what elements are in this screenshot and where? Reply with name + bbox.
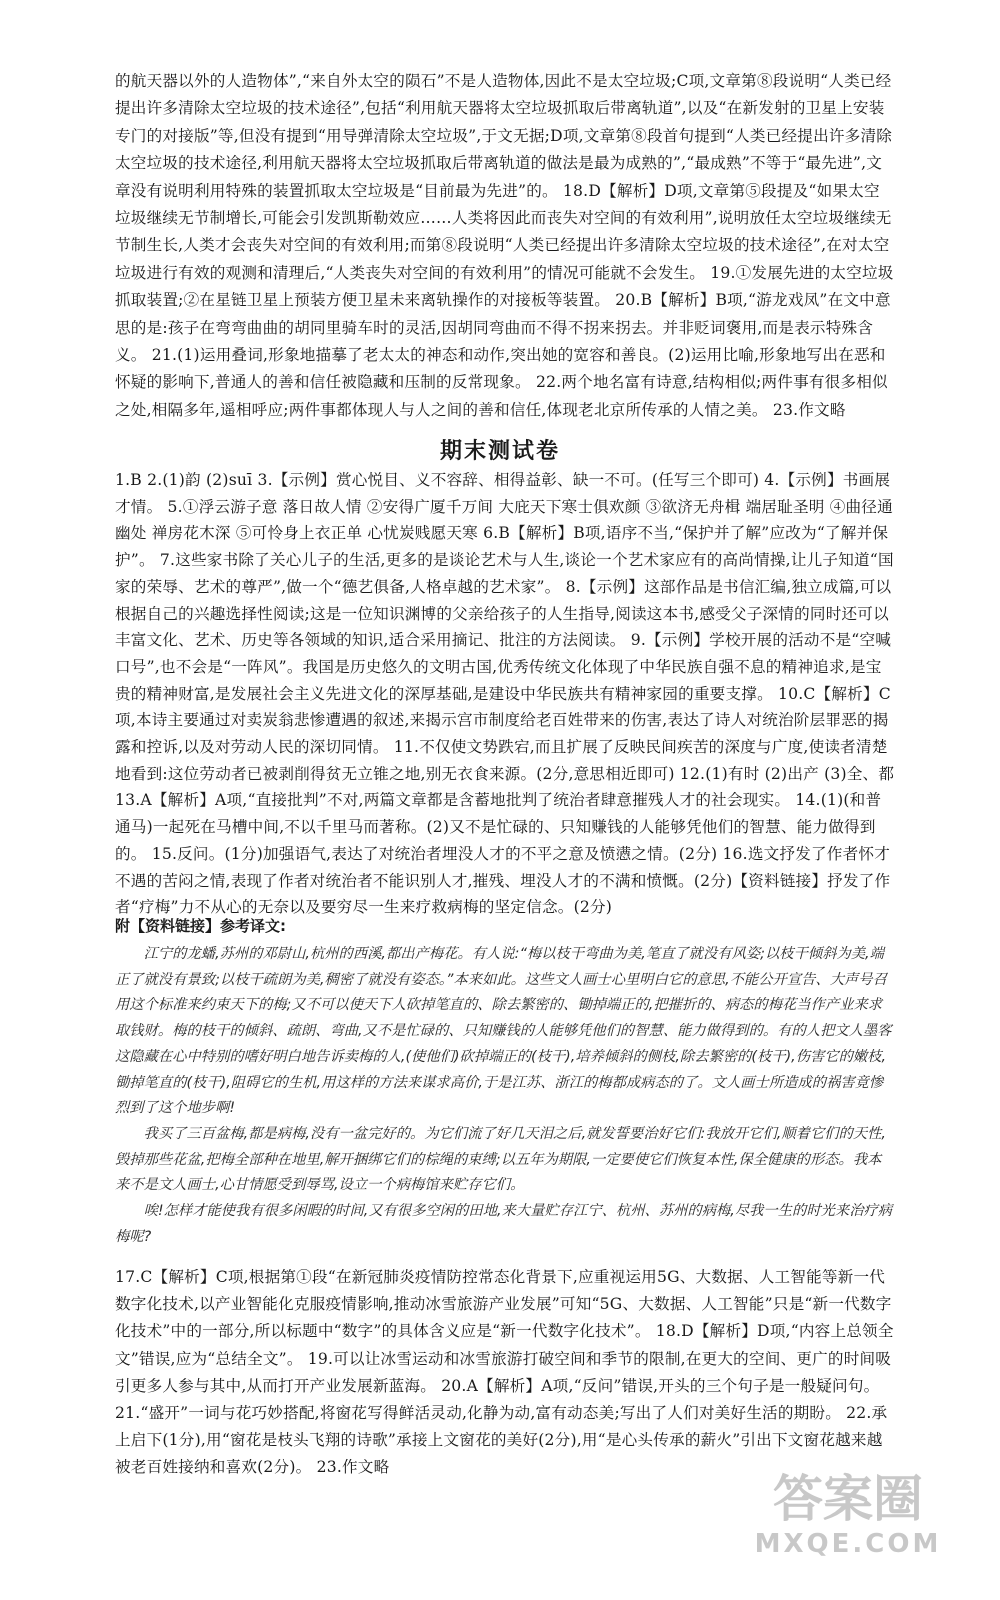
watermark-sub-text: MXQE.COM	[754, 1529, 942, 1559]
watermark-logo	[728, 1454, 968, 1564]
translation-paragraph: 江宁的龙蟠,苏州的邓尉山,杭州的西溪,都出产梅花。有人说:“梅以枝干弯曲为美,笔直了就没有风姿;以枝干倾斜为美,端正了就没有景致;以枝干疏朗为美,稠密了就没有姿态。”本来如此。这些文人画士心里明白它的意思,不能公开宣告、大声号召用这个标准来约束天下的梅;又不可以使天下人砍掉笔直的、除去繁密的、锄掉端正的,把摧折的、病态的梅花当作产业来求取钱财。梅的枝干的倾斜、疏朗、弯曲,又不是忙碌的、只知赚钱的人能够凭他们的智慧、能力做得到的。有的人把文人墨客这隐藏在心中特别的嗜好明白地告诉卖梅的人,(使他们)砍掉端正的(枝干),培养倾斜的侧枝,除去繁密的(枝干),伤害它的嫩枝,锄掉笔直的(枝干),阻碍它的生机,用这样的方法来谋求高价,于是江苏、浙江的梅都成病态的了。文人画士所造成的祸害竟惨烈到了这个地步啊!	[115, 946, 892, 1117]
appendix-label: 附【资料链接】参考译文:	[115, 917, 286, 935]
section-title: 期末测试卷	[439, 439, 560, 464]
answer-section-final-exam: 1.B 2.(1)韵 (2)suī 3.【示例】赏心悦目、义不容辞、相得益彰、缺一不可。(任写三个即可) 4.【示例】书画展才情。 5.①浮云游子意 落日故人情 ②安得广厦千万间 大庇天下寒士俱欢颜 ③欲济无舟楫 端居耻圣明 ④曲径通幽处 禅房花木深 ⑤可怜身上衣正单 心忧炭贱愿天寒 6.B【解析】B项,语序不当,“保护并了解”应改为“了解并保护”。 7.这些家书除了关心儿子的生活,更多的是谈论艺术与人生,谈论一个艺术家应有的高尚情操,让儿子知道“国家的荣辱、艺术的尊严”,做一个“德艺俱备,人格卓越的艺术家”。 8.【示例】这部作品是书信汇编,独立成篇,可以根据自己的兴趣选择性阅读;这是一位知识渊博的父亲给孩子的人生指导,阅读这本书,感受父子深情的同时还可以丰富文化、艺术、历史等各领域的知识,适合采用摘记、批注的方法阅读。 9.【示例】学校开展的活动不是“空喊口号”,也不会是“一阵风”。我国是历史悠久的文明古国,优秀传统文化体现了中华民族自强不息的精神追求,是宝贵的精神财富,是发展社会主义先进文化的深厚基础,是建设中华民族共有精神家园的重要支撑。 10.C【解析】C项,本诗主要通过对卖炭翁悲惨遭遇的叙述,来揭示宫市制度给老百姓带来的伤害,表达了诗人对统治阶层罪恶的揭露和控诉,以及对劳动人民的深切同情。 11.不仅使文势跌宕,而且扩展了反映民间疾苦的深度与广度,使读者清楚地看到:这位劳动者已被剥削得贫无立锥之地,别无衣食来源。(2分,意思相近即可) 12.(1)有时 (2)出产 (3)全、都 13.A【解析】A项,“直接批判”不对,两篇文章都是含蓄地批判了统治者肆意摧残人才的社会现实。 14.(1)(和普通马)一起死在马槽中间,不以千里马而著称。(2)又不是忙碌的、只知赚钱的人能够凭他们的智慧、能力做得到的。 15.反问。(1分)加强语气,表达了对统治者埋没人才的不平之意及愤懑之情。(2分) 16.选文抒发了作者怀才不遇的苦闷之情,表现了作者对统治者不能识别人才,摧残、埋没人才的不满和愤慨。(2分)【资料链接】抒发了作者“疗梅”力不从心的无奈以及要穷尽一生来疗救病梅的坚定信念。(2分)	[115, 471, 895, 917]
watermark-main-text: 答案圈	[773, 1470, 923, 1528]
translation-paragraph: 唉!怎样才能使我有很多闲暇的时间,又有很多空闲的田地,来大量贮存江宁、杭州、苏州的病梅,尽我一生的时光来治疗病梅呢?	[115, 1203, 893, 1245]
translation-paragraph: 我买了三百盆梅,都是病梅,没有一盆完好的。为它们流了好几天泪之后,就发誓要治好它们:我放开它们,顺着它们的天性,毁掉那些花盆,把梅全部种在地里,解开捆绑它们的棕绳的束缚;以五年为期限,一定要使它们恢复本性,保全健康的形态。我本来不是文人画士,心甘情愿受到辱骂,设立一个病梅馆来贮存它们。	[115, 1125, 886, 1194]
answer-section-previous: 的航天器以外的人造物体”,“来自外太空的陨石”不是人造物体,因此不是太空垃圾;C项,文章第⑧段说明“人类已经提出许多清除太空垃圾的技术途径”,包括“利用航天器将太空垃圾抓取后带离轨道”,以及“在新发射的卫星上安装专门的对接版”等,但没有提到“用导弹清除太空垃圾”,于文无据;D项,文章第⑧段首句提到“人类已经提出许多清除太空垃圾的技术途径,利用航天器将太空垃圾抓取后带离轨道的做法是最为成熟的”,“最成熟”不等于“最先进”,文章没有说明利用特殊的装置抓取太空垃圾是“目前最为先进”的。 18.D【解析】D项,文章第⑤段提及“如果太空垃圾继续无节制增长,可能会引发凯斯勒效应……人类将因此而丧失对空间的有效利用”,说明放任太空垃圾继续无节制生长,人类才会丧失对空间的有效利用;而第⑧段说明“人类已经提出许多清除太空垃圾的技术途径”,在对太空垃圾进行有效的观测和清理后,“人类丧失对空间的有效利用”的情况可能就不会发生。 19.①发展先进的太空垃圾抓取装置;②在星链卫星上预装方便卫星未来离轨操作的对接板等装置。 20.B【解析】B项,“游龙戏凤”在文中意思的是:孩子在弯弯曲曲的胡同里骑车时的灵活,因胡同弯曲而不得不拐来拐去。并非贬词褒用,而是表示特殊含义。 21.(1)运用叠词,形象地描摹了老太太的神态和动作,突出她的宽容和善良。(2)运用比喻,形象地写出在恶和怀疑的影响下,普通人的善和信任被隐藏和压制的反常现象。 22.两个地名富有诗意,结构相似;两件事有很多相似之处,相隔多年,遥相呼应;两件事都体现人与人之间的善和信任,体现老北京所传承的人情之美。 23.作文略	[115, 72, 894, 419]
reference-translation	[115, 942, 895, 1250]
answer-section-reading: 17.C【解析】C项,根据第①段“在新冠肺炎疫情防控常态化背景下,应重视运用5G、大数据、人工智能等新一代数字化技术,以产业智能化克服疫情影响,推动冰雪旅游产业发展”可知“5G、大数据、人工智能”只是“新一代数字化技术”中的一部分,所以标题中“数字”的具体含义应是“新一代数字化技术”。 18.D【解析】D项,“内容上总领全文”错误,应为“总结全文”。 19.可以让冰雪运动和冰雪旅游打破空间和季节的限制,在更大的空间、更广的时间吸引更多人参与其中,从而打开产业发展新蓝海。 20.A【解析】A项,“反问”错误,开头的三个句子是一般疑问句。 21.“盛开”一词与花巧妙搭配,将窗花写得鲜活灵动,化静为动,富有动态美;写出了人们对美好生活的期盼。 22.承上启下(1分),用“窗花是枝头飞翔的诗歌”承接上文窗花的美好(2分),用“是心头传承的薪火”引出下文窗花越来越被老百姓接纳和喜欢(2分)。 23.作文略	[115, 1268, 894, 1477]
